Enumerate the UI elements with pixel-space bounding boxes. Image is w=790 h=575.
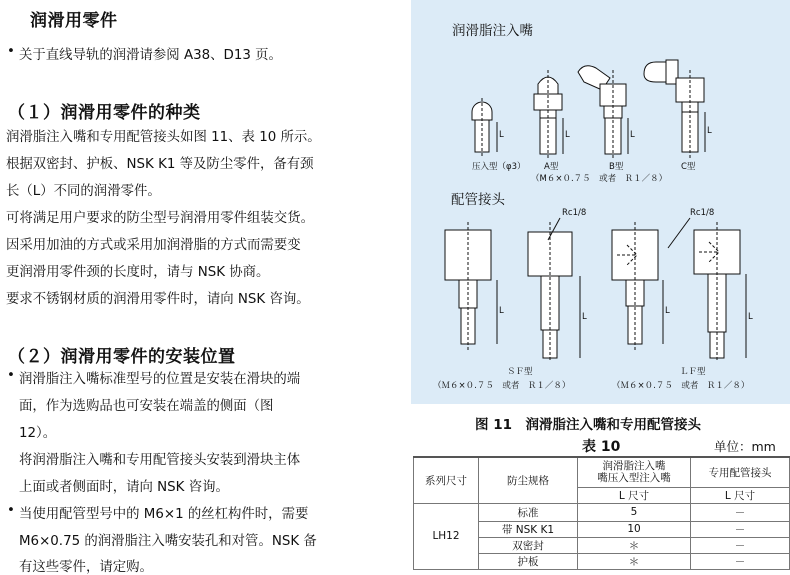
header-series: 系列尺寸 bbox=[414, 457, 479, 503]
figure-label-pipe: 配管接头 bbox=[451, 192, 505, 208]
pipe-cell: － bbox=[691, 537, 790, 553]
spec-cell: 带 NSK K1 bbox=[479, 521, 578, 537]
header-l-dimension: L 尺寸 bbox=[578, 487, 691, 503]
section1-line: 要求不锈钢材质的润滑用零件时，请向 NSK 咨询。 bbox=[6, 292, 310, 307]
lf-pipe-drawing-1 bbox=[612, 222, 663, 350]
section2-line: • 润滑脂注入嘴标准型号的位置是安装在滑块的端 bbox=[19, 368, 300, 387]
spec-table bbox=[413, 456, 790, 570]
section2-line: 上面或者侧面时，请向 NSK 咨询。 bbox=[19, 480, 229, 495]
dim-l-label: L bbox=[748, 312, 753, 322]
c-type-nozzle-drawing bbox=[644, 60, 704, 158]
section2-line: 有这些零件，请定购。 bbox=[19, 560, 153, 575]
a-type-nozzle-drawing bbox=[534, 70, 562, 158]
label-thread-spec-3: （Ｍ６×０.７５ 或者 Ｒ１／８） bbox=[612, 381, 750, 391]
spec-cell: 标准 bbox=[479, 503, 578, 521]
label-sf-type: ＳＦ型 bbox=[507, 367, 533, 377]
nozzle-cell: ＊ bbox=[578, 537, 691, 553]
section1-line: 因采用加油的方式或采用加润滑脂的方式而需要变 bbox=[6, 238, 301, 253]
header-l-dimension: L 尺寸 bbox=[691, 487, 790, 503]
section2-line: M6×0.75 的润滑脂注入嘴安装孔和对管。NSK 备 bbox=[19, 534, 317, 549]
section2-title: （２）润滑用零件的安装位置 bbox=[8, 347, 236, 367]
lf-pipe-drawing-2 bbox=[694, 222, 746, 362]
pipe-cell: － bbox=[691, 503, 790, 521]
dim-l-label: L bbox=[565, 130, 570, 140]
b-type-nozzle-drawing bbox=[578, 66, 626, 158]
table-unit: 单位：mm bbox=[714, 439, 776, 454]
page-heading: 润滑用零件 bbox=[30, 11, 118, 31]
dim-l-label: L bbox=[707, 126, 712, 136]
figure-caption: 图 11 润滑脂注入嘴和专用配管接头 bbox=[475, 417, 701, 433]
label-b-type: B型 bbox=[609, 162, 624, 172]
table-title: 表 10 bbox=[582, 439, 621, 455]
header-spec: 防尘规格 bbox=[479, 457, 578, 503]
spec-cell: 双密封 bbox=[479, 537, 578, 553]
label-c-type: C型 bbox=[681, 162, 696, 172]
dim-l-label: L bbox=[665, 306, 670, 316]
section2-line: 面，作为选购品也可安装在端盖的侧面（图 bbox=[19, 399, 274, 414]
nozzle-cell: ＊ bbox=[578, 553, 691, 569]
nozzle-cell: 10 bbox=[578, 521, 691, 537]
note-text: • 关于直线导轨的润滑请参阅 A38、D13 页。 bbox=[19, 44, 282, 63]
label-press-in: 压入型（φ3） bbox=[472, 162, 526, 172]
dim-l-label: L bbox=[499, 306, 504, 316]
section2-line: • 当使用配管型号中的 M6×1 的丝杠构件时，需要 bbox=[19, 503, 308, 522]
header-nozzle: 润滑脂注入嘴 嘴压入型注入嘴 bbox=[578, 457, 691, 487]
pipe-cell: － bbox=[691, 521, 790, 537]
press-in-nozzle-drawing bbox=[472, 98, 492, 156]
label-thread-spec-1: （M６×０.７５ 或者 Ｒ１／８） bbox=[531, 174, 668, 184]
table-row bbox=[414, 503, 790, 521]
label-lf-type: ＬＦ型 bbox=[680, 367, 706, 377]
label-rc-1: Rc1/8 bbox=[562, 208, 587, 218]
sf-pipe-drawing-1 bbox=[445, 222, 497, 350]
dim-l-label: L bbox=[582, 312, 587, 322]
spec-cell: 护板 bbox=[479, 553, 578, 569]
dim-l-label: L bbox=[499, 130, 504, 140]
label-thread-spec-2: （Ｍ６×０.７５ 或者 Ｒ１／８） bbox=[433, 381, 571, 391]
dim-l-label: L bbox=[630, 130, 635, 140]
section1-title: （１）润滑用零件的种类 bbox=[8, 103, 201, 123]
label-a-type: A型 bbox=[544, 162, 559, 172]
section1-line: 润滑脂注入嘴和专用配管接头如图 11、表 10 所示。 bbox=[6, 130, 321, 145]
section1-line: 长（L）不同的润滑零件。 bbox=[6, 184, 161, 199]
label-rc-2: Rc1/8 bbox=[690, 208, 715, 218]
nozzle-cell: 5 bbox=[578, 503, 691, 521]
sf-pipe-drawing-2 bbox=[528, 222, 580, 362]
figure-label-nozzle: 润滑脂注入嘴 bbox=[452, 23, 533, 39]
header-pipe: 专用配管接头 bbox=[691, 457, 790, 487]
section1-line: 根据双密封、护板、NSK K1 等及防尘零件，备有颈 bbox=[6, 157, 314, 172]
series-cell: LH12 bbox=[414, 503, 479, 569]
section1-line: 可将满足用户要求的防尘型号润滑用零件组装交货。 bbox=[6, 211, 314, 226]
section2-line: 将润滑脂注入嘴和专用配管接头安装到滑块主体 bbox=[19, 453, 301, 468]
section1-line: 更润滑用零件颈的长度时，请与 NSK 协商。 bbox=[6, 265, 270, 280]
pipe-cell: － bbox=[691, 553, 790, 569]
section2-line: 12）。 bbox=[19, 426, 57, 441]
